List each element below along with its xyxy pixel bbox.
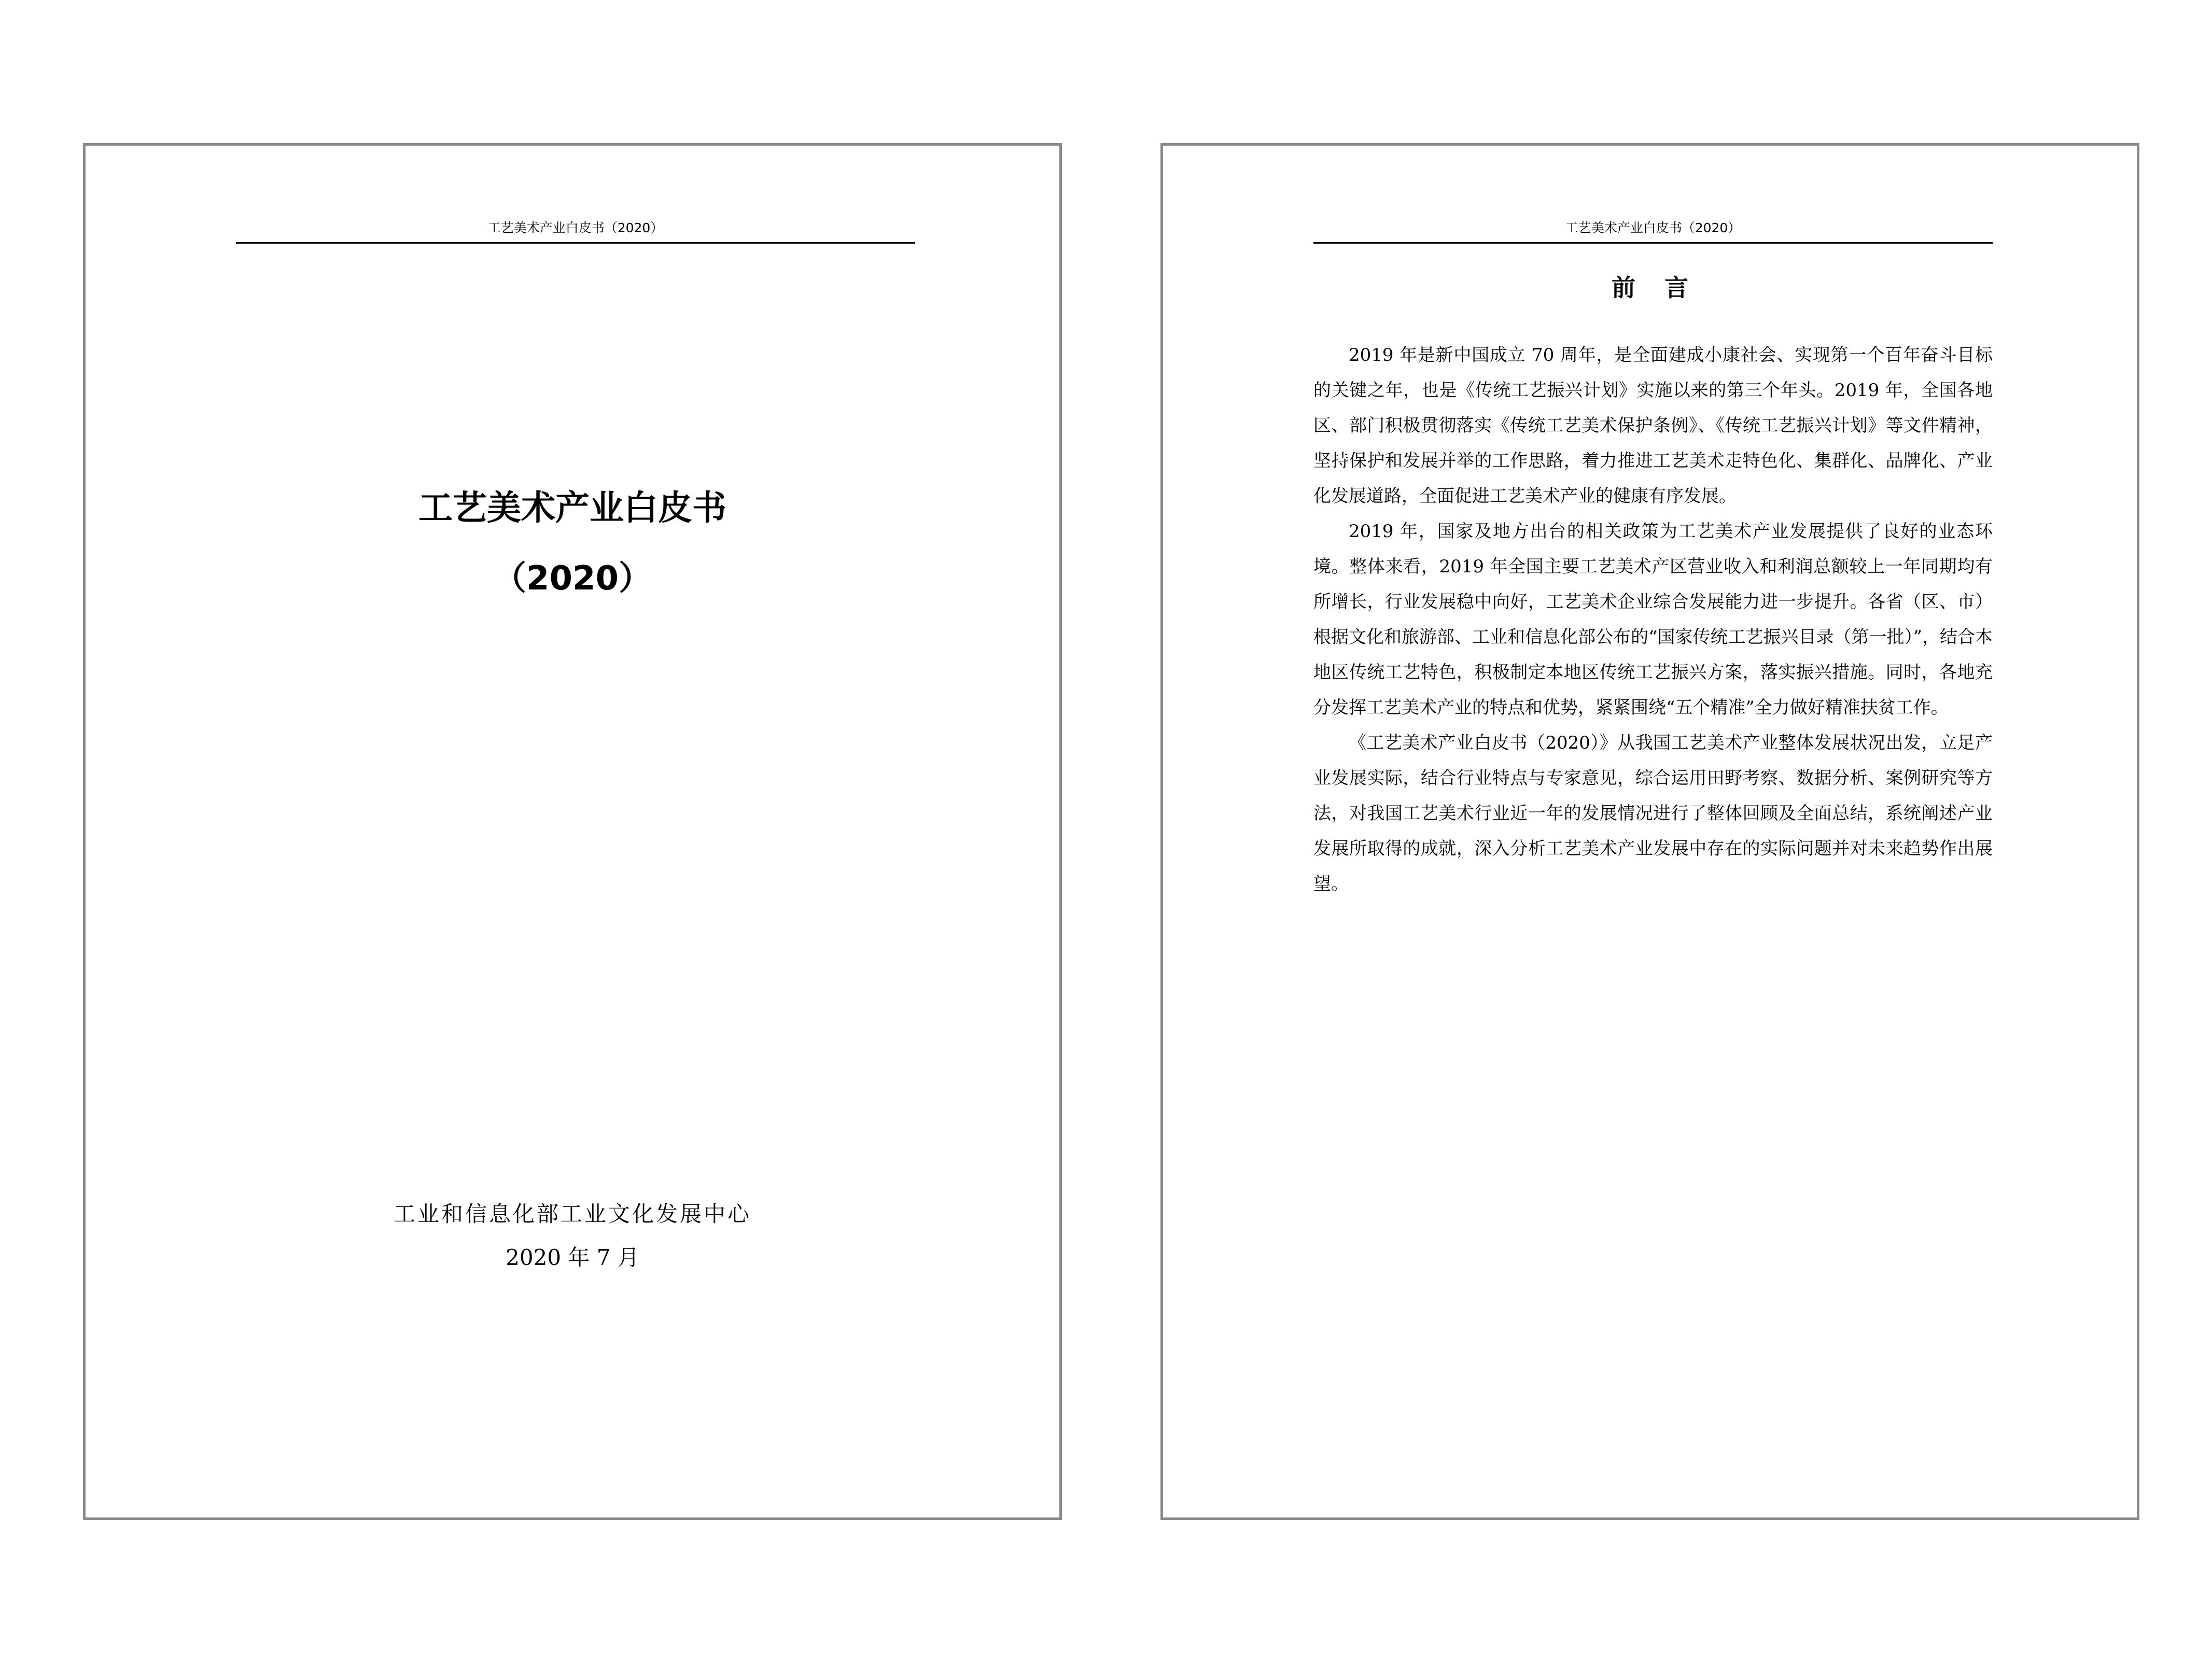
running-header: 工艺美术产业白皮书（2020） xyxy=(1565,220,1741,235)
preface-paragraph: 《工艺美术产业白皮书（2020）》从我国工艺美术产业整体发展状况出发，立足产业发展实际，结合行业特点与专家意见，综合运用田野考察、数据分析、案例研究等方法，对我国工艺美术行业近一年的发展情况进行了整体回顾及全面总结，系统阐述产业发展所取得的成就，深入分析工艺美术产业发展中存在的实际问题并对未来趋势作出展望。 xyxy=(1313,733,1993,894)
cover-page xyxy=(83,143,1062,1520)
header-rule xyxy=(1313,242,1993,244)
cover-date: 2020 年 7 月 xyxy=(506,1245,639,1270)
header-rule xyxy=(236,242,915,244)
cover-title: 工艺美术产业白皮书 xyxy=(418,488,726,528)
preface-paragraph: 2019 年是新中国成立 70 周年，是全面建成小康社会、实现第一个百年奋斗目标的关键之年，也是《传统工艺振兴计划》实施以来的第三个年头。2019 年，全国各地区、部门积极贯彻落实《传统工艺美术保护条例》、《传统工艺振兴计划》等文件精神，坚持保护和发展并举的工作思路，着力推进工艺美术走特色化、集群化、品牌化、产业化发展道路，全面促进工艺美术产业的健康有序发展。 xyxy=(1313,345,1993,507)
preface-page xyxy=(1160,143,2139,1520)
running-header: 工艺美术产业白皮书（2020） xyxy=(487,220,664,235)
preface-title: 前言 xyxy=(1612,274,1717,302)
cover-organization: 工业和信息化部工业文化发展中心 xyxy=(393,1201,751,1227)
cover-year: （2020） xyxy=(493,559,652,598)
preface-paragraph: 2019 年，国家及地方出台的相关政策为工艺美术产业发展提供了良好的业态环境。整体来看，2019 年全国主要工艺美术产区营业收入和利润总额较上一年同期均有所增长，行业发展稳中向好，工艺美术企业综合发展能力进一步提升。各省（区、市）根据文化和旅游部、工业和信息化部公布的“国家传统工艺振兴目录（第一批）”，结合本地区传统工艺特色，积极制定本地区传统工艺振兴方案，落实振兴措施。同时，各地充分发挥工艺美术产业的特点和优势，紧紧围绕“五个精准”全力做好精准扶贫工作。 xyxy=(1313,521,1993,718)
preface-body xyxy=(1313,338,1993,902)
